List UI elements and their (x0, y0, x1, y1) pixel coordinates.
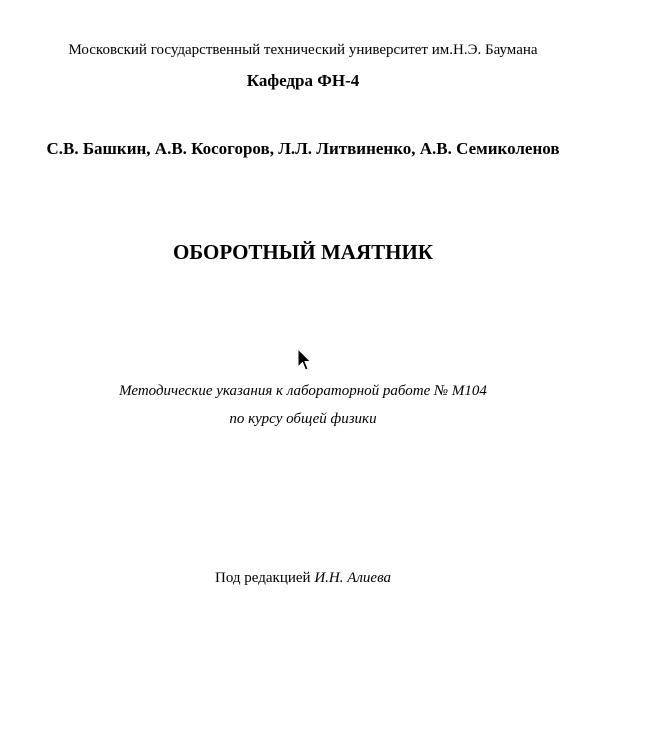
editor-prefix: Под редакцией (215, 570, 311, 586)
editor-name: И.Н. Алиева (314, 570, 391, 586)
document-title: ОБОРОТНЫЙ МАЯТНИК (172, 240, 434, 264)
authors-list: С.В. Башкин, А.В. Косогоров, Л.Л. Литвиненко, А.В. Семиколенов (46, 139, 560, 158)
arrow-pointer-icon (297, 348, 311, 372)
subtitle-line-1: Методические указания к лабораторной работе № М104 (119, 383, 487, 399)
editor-line (0, 570, 606, 587)
department-name: Кафедра ФН-4 (246, 71, 360, 90)
subtitle-line-2: по курсу общей физики (229, 411, 377, 427)
university-name: Московский государственный технический университет им.Н.Э. Баумана (68, 42, 538, 58)
